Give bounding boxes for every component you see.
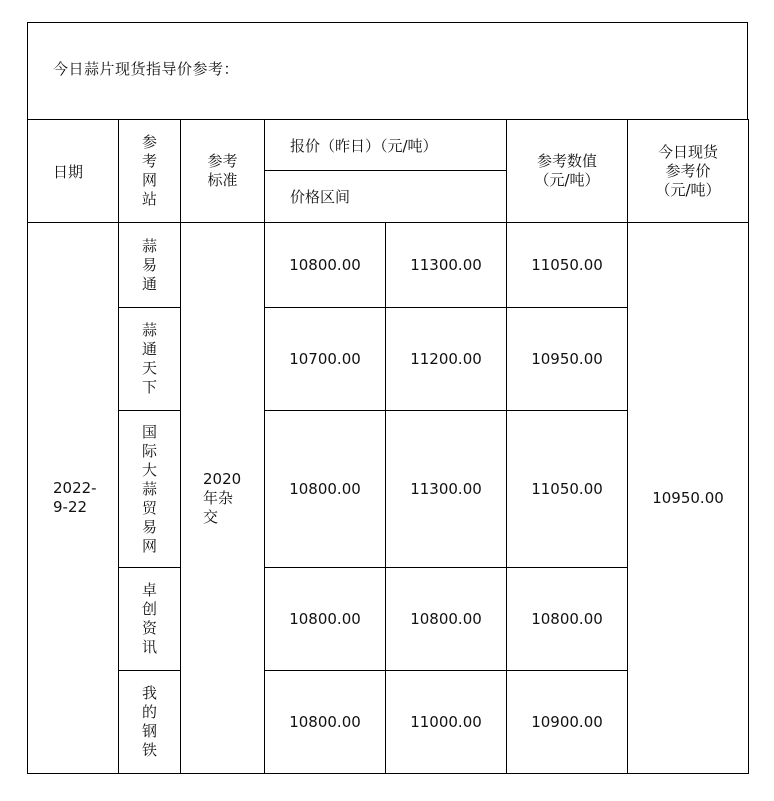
header-site-text: 参考网站 <box>142 133 158 208</box>
today-price: 10950.00 <box>628 223 749 774</box>
ref-value: 10950.00 <box>507 308 628 411</box>
site-cell <box>119 308 181 411</box>
report-title: 今日蒜片现货指导价参考： <box>53 60 240 78</box>
price-low: 10800.00 <box>265 223 386 308</box>
date-text: 2022-9-22 <box>53 479 97 516</box>
site-cell <box>119 568 181 671</box>
site-name: 我的钢铁 <box>142 684 158 759</box>
header-site <box>119 120 181 223</box>
header-ref-value-text: 参考数值（元/吨） <box>534 152 600 189</box>
price-low: 10800.00 <box>265 568 386 671</box>
site-name: 卓创资讯 <box>142 581 158 656</box>
price-high: 11200.00 <box>386 308 507 411</box>
price-high: 11300.00 <box>386 411 507 568</box>
price-low: 10800.00 <box>265 671 386 774</box>
site-cell <box>119 411 181 568</box>
ref-value: 10800.00 <box>507 568 628 671</box>
site-name: 蒜易通 <box>142 236 158 293</box>
table-row <box>28 223 749 308</box>
price-low: 10700.00 <box>265 308 386 411</box>
header-range: 价格区间 <box>265 171 507 223</box>
price-high: 10800.00 <box>386 568 507 671</box>
header-today-ref <box>628 120 749 223</box>
site-cell <box>119 671 181 774</box>
header-today-ref-text: 今日现货参考价（元/吨） <box>655 142 721 199</box>
header-row-1 <box>28 120 749 171</box>
standard-text: 2020年杂交 <box>203 469 242 526</box>
price-high: 11000.00 <box>386 671 507 774</box>
title-row <box>27 22 748 120</box>
price-table <box>27 119 749 774</box>
price-low: 10800.00 <box>265 411 386 568</box>
header-date: 日期 <box>28 120 119 223</box>
ref-value: 11050.00 <box>507 223 628 308</box>
site-name: 国际大蒜贸易网 <box>142 422 158 555</box>
ref-value: 11050.00 <box>507 411 628 568</box>
price-report <box>27 22 748 774</box>
header-standard <box>181 120 265 223</box>
header-ref-value <box>507 120 628 223</box>
header-quote: 报价（昨日）（元/吨） <box>265 120 507 171</box>
site-cell <box>119 223 181 308</box>
ref-value: 10900.00 <box>507 671 628 774</box>
date-cell <box>28 223 119 774</box>
header-standard-text: 参考标准 <box>207 152 238 189</box>
price-high: 11300.00 <box>386 223 507 308</box>
site-name: 蒜通天下 <box>142 321 158 396</box>
standard-cell <box>181 223 265 774</box>
